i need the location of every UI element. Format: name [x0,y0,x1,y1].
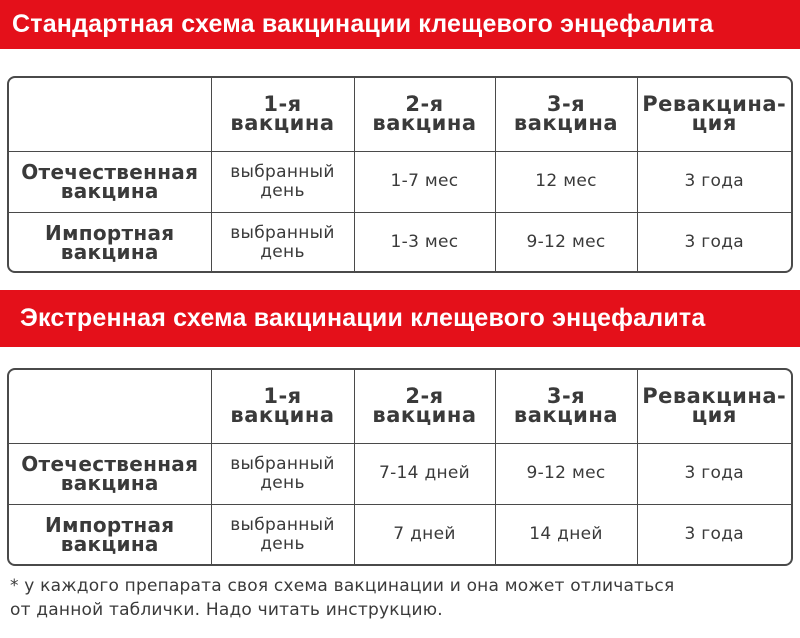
table-row [9,212,791,273]
header-first-vaccine: 1-я вакцина [211,370,354,443]
cell-first-vaccine: выбранный день [211,212,354,273]
corner-cell [9,370,211,443]
cell-revaccination: 3 года [637,504,791,565]
corner-cell [9,78,211,151]
emergency-scheme-title [0,290,800,347]
footnote [10,574,795,622]
row-label-domestic: Отечественная вакцина [9,443,211,504]
cell-third-vaccine: 9-12 мес [495,212,637,273]
cell-third-vaccine: 12 мес [495,151,637,212]
header-row [9,370,791,443]
header-row [9,78,791,151]
cell-second-vaccine: 7-14 дней [354,443,495,504]
standard-scheme-table [7,76,793,273]
cell-first-vaccine: выбранный день [211,443,354,504]
cell-revaccination: 3 года [637,443,791,504]
header-second-vaccine: 2-я вакцина [354,78,495,151]
cell-third-vaccine: 9-12 мес [495,443,637,504]
header-revaccination: Ревакцина- ция [637,370,791,443]
table-row [9,443,791,504]
table-row [9,151,791,212]
table-row [9,504,791,565]
row-label-imported: Импортная вакцина [9,212,211,273]
cell-revaccination: 3 года [637,212,791,273]
cell-revaccination: 3 года [637,151,791,212]
footnote-line-2: от данной таблички. Надо читать инструкцию. [10,600,443,620]
cell-second-vaccine: 7 дней [354,504,495,565]
emergency-scheme-table [7,368,793,566]
header-second-vaccine: 2-я вакцина [354,370,495,443]
header-first-vaccine: 1-я вакцина [211,78,354,151]
standard-scheme-title-text: Стандартная схема вакцинации клещевого энцефалита [12,10,714,38]
header-third-vaccine: 3-я вакцина [495,78,637,151]
cell-second-vaccine: 1-3 мес [354,212,495,273]
row-label-imported: Импортная вакцина [9,504,211,565]
cell-first-vaccine: выбранный день [211,504,354,565]
standard-scheme-title [0,0,800,49]
cell-second-vaccine: 1-7 мес [354,151,495,212]
header-third-vaccine: 3-я вакцина [495,370,637,443]
header-revaccination: Ревакцина- ция [637,78,791,151]
cell-first-vaccine: выбранный день [211,151,354,212]
row-label-domestic: Отечественная вакцина [9,151,211,212]
emergency-scheme-title-text: Экстренная схема вакцинации клещевого энцефалита [20,304,706,332]
footnote-line-1: * у каждого препарата своя схема вакцинации и она может отличаться [10,576,675,596]
cell-third-vaccine: 14 дней [495,504,637,565]
